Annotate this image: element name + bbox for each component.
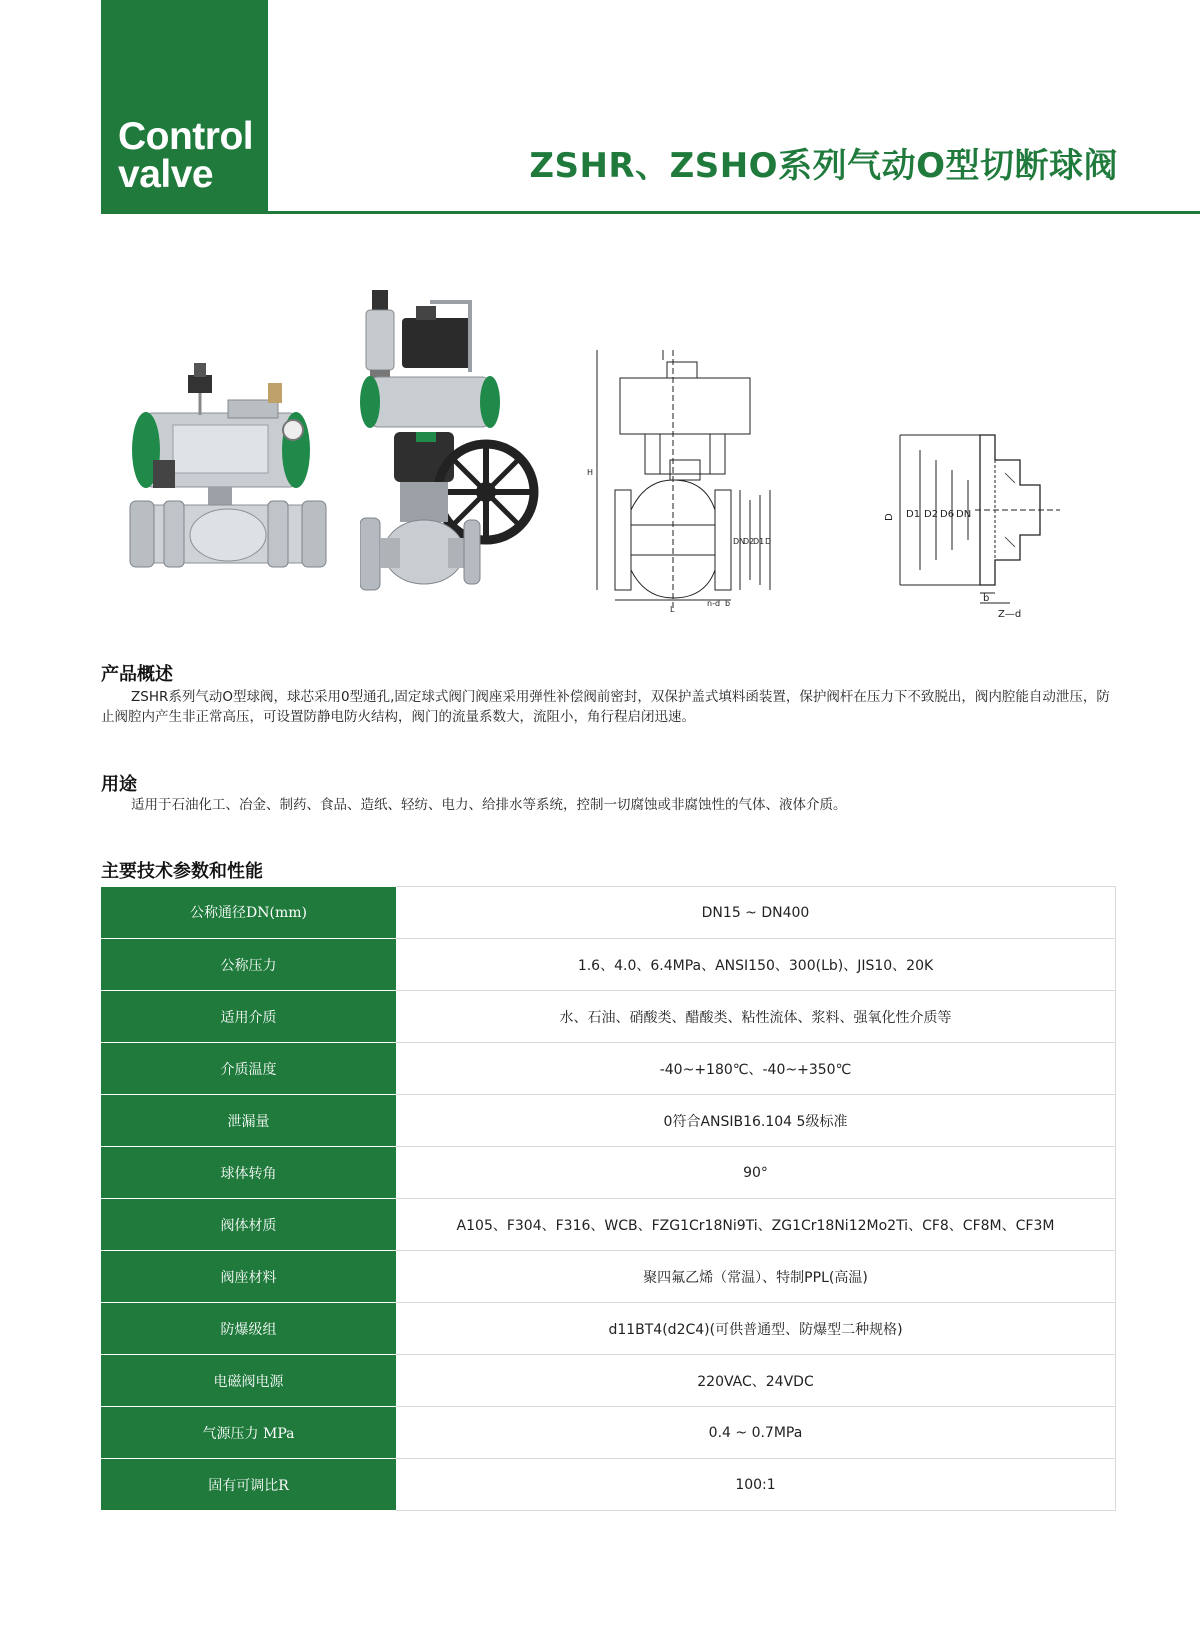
spec-value: 220VAC、24VDC [396,1355,1116,1407]
drawing1-label-l: L [670,605,675,614]
spec-value: 0符合ANSIB16.104 5级标准 [396,1095,1116,1147]
spec-key: 阀体材质 [101,1199,396,1251]
usage-text: 适用于石油化工、冶金、制药、食品、造纸、轻纺、电力、给排水等系统，控制一切腐蚀或非腐蚀性的气体、液体介质。 [131,797,847,813]
spec-key: 电磁阀电源 [101,1355,396,1407]
table-row [101,1095,1116,1147]
drawing1-label-b: b [725,599,731,608]
spec-value: d11BT4(d2C4)(可供普通型、防爆型二种规格) [396,1303,1116,1355]
overview-text: ZSHR系列气动O型球阀，球芯采用0型通孔,固定球式阀门阀座采用弹性补偿阀前密封，双保护盖式填料函装置，保护阀杆在压力下不致脱出，阀内腔能自动泄压，防止阀腔内产生非正常高压，可设置防静电防火结构，阀门的流量系数大，流阻小，角行程启闭迅速。 [101,689,1110,725]
drawing1-label-d: D [765,537,772,546]
spec-key: 阀座材料 [101,1251,396,1303]
spec-key: 公称压力 [101,939,396,991]
spec-value: 水、石油、硝酸类、醋酸类、粘性流体、浆料、强氧化性介质等 [396,991,1116,1043]
table-row [101,1043,1116,1095]
page-title: ZSHR、ZSHO系列气动O型切断球阀 [529,146,1118,186]
drawing2-label-d1: D1 [906,509,921,520]
spec-key: 泄漏量 [101,1095,396,1147]
table-row [101,1251,1116,1303]
table-row [101,1407,1116,1459]
drawing2-label-d: D [884,513,895,521]
spec-value: 聚四氟乙烯（常温）、特制PPL(高温) [396,1251,1116,1303]
spec-key: 气源压力 MPa [101,1407,396,1459]
spec-value: 1.6、4.0、6.4MPa、ANSI150、300(Lb)、JIS10、20K [396,939,1116,991]
drawing1-label-z: n-d [707,599,721,608]
spec-key: 防爆级组 [101,1303,396,1355]
spec-value: -40~+180℃、-40~+350℃ [396,1043,1116,1095]
spec-value: A105、F304、F316、WCB、FZG1Cr18Ni9Ti、ZG1Cr18Ni12Mo2Ti、CF8、CF8M、CF3M [396,1199,1116,1251]
overview-heading: 产品概述 [101,664,173,685]
spec-key: 适用介质 [101,991,396,1043]
table-row [101,887,1116,939]
brand-label [118,115,254,196]
pneumatic-ball-valve-with-handwheel-photo [360,282,540,612]
flange-dimension-drawing [880,425,1060,625]
pneumatic-ball-valve-photo [118,355,338,595]
table-row [101,1459,1116,1511]
spec-key: 球体转角 [101,1147,396,1199]
drawing2-label-z: Z—d [998,609,1022,620]
drawing1-label-d2: D2 [743,537,755,546]
drawing2-label-b: b [983,593,990,604]
usage-heading: 用途 [101,774,137,795]
table-row [101,939,1116,991]
drawing1-label-dn: DN [733,537,746,546]
valve-dimension-drawing [585,350,795,620]
drawing2-label-d2: D2 [924,509,939,520]
drawing1-label-d1: D1 [753,537,765,546]
table-row [101,991,1116,1043]
spec-key: 介质温度 [101,1043,396,1095]
brand-line-2: valve [118,153,214,196]
specs-table [101,886,1116,1511]
table-row [101,1199,1116,1251]
spec-value: 90° [396,1147,1116,1199]
spec-value: DN15 ~ DN400 [396,887,1116,939]
spec-value: 0.4 ~ 0.7MPa [396,1407,1116,1459]
table-row [101,1147,1116,1199]
spec-value: 100:1 [396,1459,1116,1511]
spec-key: 固有可调比R [101,1459,396,1511]
drawing2-label-d6: D6 [940,509,955,520]
specs-heading: 主要技术参数和性能 [101,861,263,882]
drawing1-label-h: H [587,468,594,477]
brand-line-1: Control [118,115,254,158]
spec-key: 公称通径DN(mm) [101,887,396,939]
drawing2-label-dn: DN [956,509,972,520]
table-row [101,1355,1116,1407]
table-row [101,1303,1116,1355]
header-divider [268,211,1200,214]
brand-block [101,0,268,214]
